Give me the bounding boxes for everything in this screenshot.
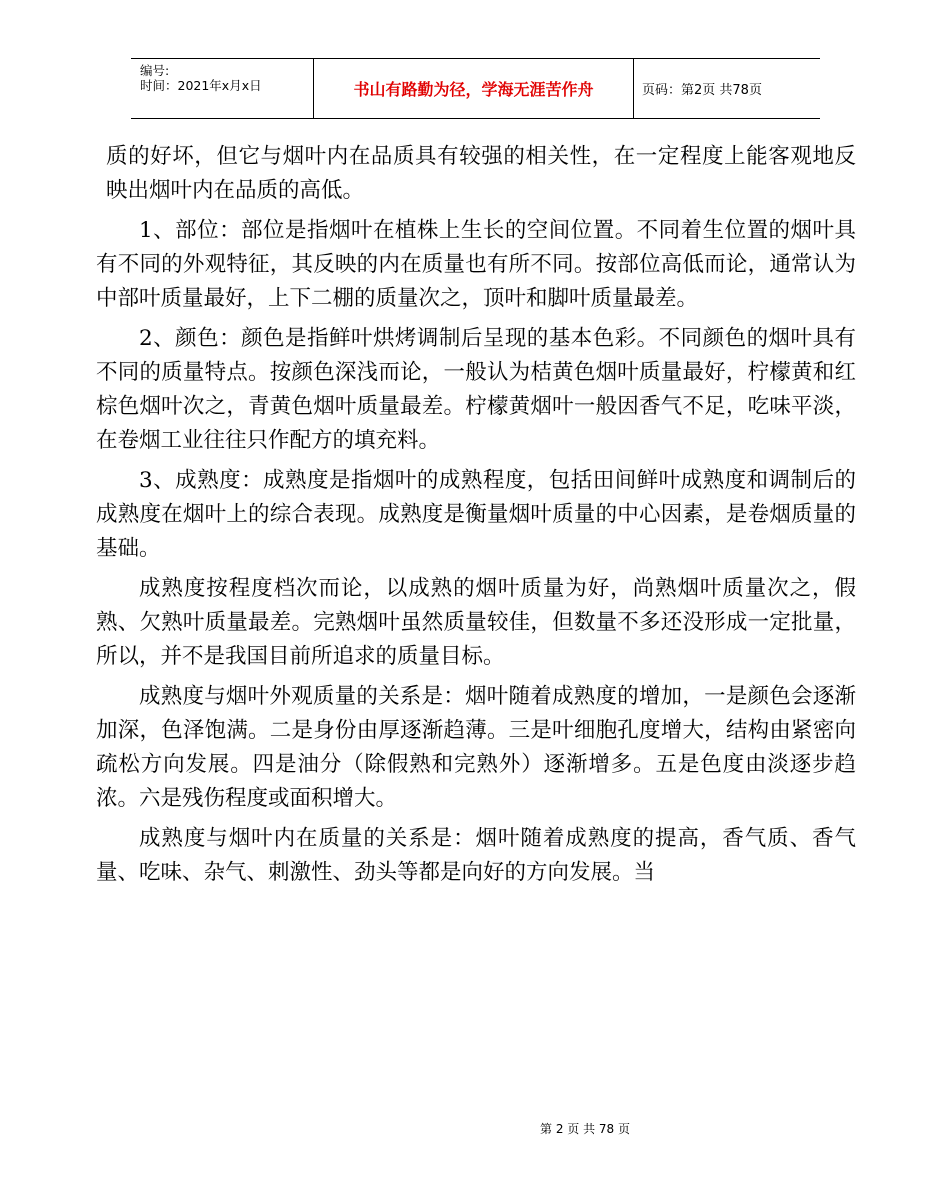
paragraph-position: 1、部位：部位是指烟叶在植株上生长的空间位置。不同着生位置的烟叶具有不同的外观特征，其反映的内在质量也有所不同。按部位高低而论，通常认为中部叶质量最好，上下二棚的质量次之，顶叶和脚叶质量最差。 [96, 218, 856, 311]
page-header [131, 58, 820, 119]
page-footer: 第 2 页 共 78 页 [540, 1122, 630, 1136]
paragraph-maturity: 3、成熟度：成熟度是指烟叶的成熟程度，包括田间鲜叶成熟度和调制后的成熟度在烟叶上的综合表现。成熟度是衡量烟叶质量的中心因素，是卷烟质量的基础。 [96, 468, 856, 561]
header-page-code: 页码：第2页 共78页 [642, 83, 762, 98]
paragraph-maturity-grades: 成熟度按程度档次而论，以成熟的烟叶质量为好，尚熟烟叶质量次之，假熟、欠熟叶质量最差。完熟烟叶虽然质量较佳，但数量不多还没形成一定批量，所以，并不是我国目前所追求的质量目标。 [96, 576, 856, 669]
paragraph-maturity-inner-quality: 成熟度与烟叶内在质量的关系是：烟叶随着成熟度的提高，香气质、香气量、吃味、杂气、刺激性、劲头等都是向好的方向发展。当 [96, 826, 856, 885]
header-meta [131, 59, 313, 118]
paragraph-continuation: 质的好坏，但它与烟叶内在品质具有较强的相关性，在一定程度上能客观地反映出烟叶内在品质的高低。 [106, 144, 856, 203]
paragraph-maturity-appearance: 成熟度与烟叶外观质量的关系是：烟叶随着成熟度的增加，一是颜色会逐渐加深，色泽饱满。二是身份由厚逐渐趋薄。三是叶细胞孔度增大，结构由紧密向疏松方向发展。四是油分（除假熟和完熟外）逐渐增多。五是色度由淡逐步趋浓。六是残伤程度或面积增大。 [96, 684, 856, 811]
document-time-label: 时间：2021年x月x日 [140, 78, 262, 93]
paragraph-color: 2、颜色：颜色是指鲜叶烘烤调制后呈现的基本色彩。不同颜色的烟叶具有不同的质量特点。按颜色深浅而论，一般认为桔黄色烟叶质量最好，柠檬黄和红棕色烟叶次之，青黄色烟叶质量最差。柠檬黄烟叶一般因香气不足，吃味平淡，在卷烟工业往往只作配方的填充料。 [96, 326, 856, 453]
header-motto: 书山有路勤为径，学海无涯苦作舟 [313, 59, 634, 118]
document-number-label: 编号: [140, 63, 170, 78]
document-body [96, 140, 856, 896]
